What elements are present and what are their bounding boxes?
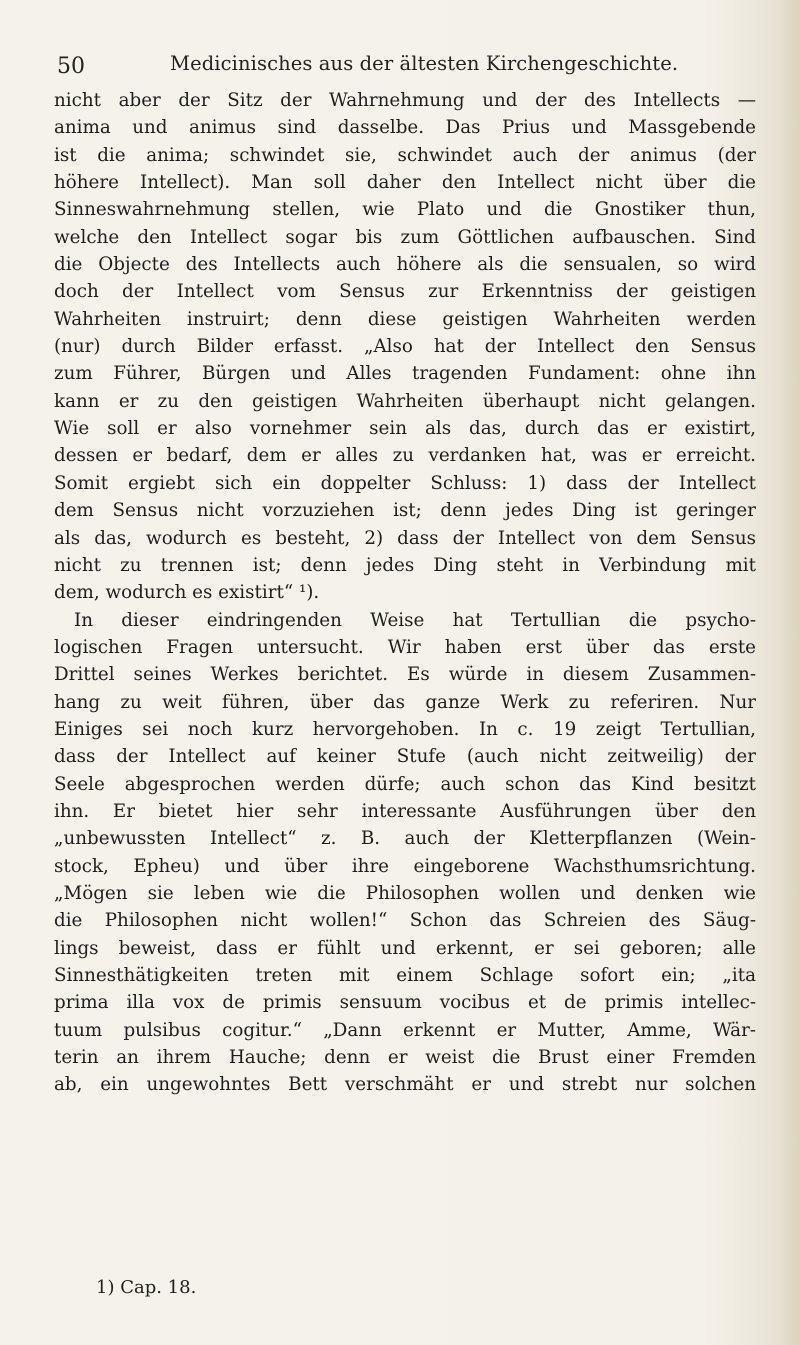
text-line: dem, wodurch es existirt“ ¹).: [54, 582, 320, 604]
paragraph-1: [54, 87, 756, 607]
text-line: die Objecte des Intellects auch höhere als die sensualen, so wird: [54, 254, 756, 276]
text-line: Drittel seines Werkes berichtet. Es würde in diesem Zusammen-: [54, 664, 756, 686]
text-line: ist die anima; schwindet sie, schwindet auch der animus (der: [54, 144, 756, 166]
text-line: kann er zu den geistigen Wahrheiten überhaupt nicht gelangen.: [54, 390, 756, 412]
text-line: zum Führer, Bürgen und Alles tragenden Fundament: ohne ihn: [54, 363, 756, 385]
text-line: stock, Epheu) und über ihre eingeborene Wachsthumsrichtung.: [54, 855, 756, 877]
text-line: Sinnesthätigkeiten treten mit einem Schlage sofort ein; „ita: [54, 965, 756, 986]
body-text: [54, 87, 756, 1099]
text-line: „unbewussten Intellect“ z. B. auch der Kletterpflanzen (Wein-: [54, 828, 756, 850]
text-line: logischen Fragen untersucht. Wir haben erst über das erste: [54, 636, 756, 658]
text-line: welche den Intellect sogar bis zum Göttlichen aufbauschen. Sind: [54, 226, 756, 248]
text-line: Wie soll er also vornehmer sein als das, durch das er existirt,: [54, 418, 756, 440]
text-line: dessen er bedarf, dem er alles zu verdanken hat, was er erreicht.: [54, 445, 756, 467]
paragraph-2: [54, 607, 756, 1099]
text-line: „Mögen sie leben wie die Philosophen wollen und denken wie: [54, 882, 756, 904]
page-number: 50: [57, 54, 85, 79]
text-line: prima illa vox de primis sensuum vocibus et de primis intellec-: [54, 992, 756, 1014]
text-line: Wahrheiten instruirt; denn diese geistigen Wahrheiten werden: [54, 308, 756, 330]
text-line: ab, ein ungewohntes Bett verschmäht er und strebt nur solchen: [54, 1074, 756, 1096]
text-line: höhere Intellect). Man soll daher den Intellect nicht über die: [54, 172, 756, 194]
page-header: [57, 52, 757, 82]
text-line: Somit ergiebt sich ein doppelter Schluss: 1) dass der Intellect: [54, 472, 756, 494]
text-line: dass der Intellect auf keiner Stufe (auch nicht zeitweilig) der: [54, 746, 756, 768]
text-line: tuum pulsibus cogitur.“ „Dann erkennt er Mutter, Amme, Wär-: [54, 1019, 756, 1041]
text-line: (nur) durch Bilder erfasst. „Also hat der Intellect den Sensus: [54, 336, 756, 358]
text-line: die Philosophen nicht wollen!“ Schon das Schreien des Säug-: [54, 910, 756, 932]
running-title: Medicinisches aus der ältesten Kirchengeschichte.: [170, 52, 679, 75]
text-line: nicht zu trennen ist; denn jedes Ding steht in Verbindung mit: [54, 554, 756, 576]
text-line: Sinneswahrnehmung stellen, wie Plato und die Gnostiker thun,: [54, 199, 756, 221]
text-line: dem Sensus nicht vorzuziehen ist; denn jedes Ding ist geringer: [54, 500, 756, 522]
text-line: anima und animus sind dasselbe. Das Prius und Massgebende: [54, 117, 756, 139]
text-line: doch der Intellect vom Sensus zur Erkenntniss der geistigen: [54, 281, 756, 303]
text-line: terin an ihrem Hauche; denn er weist die Brust einer Fremden: [54, 1047, 756, 1069]
text-line: als das, wodurch es besteht, 2) dass der Intellect von dem Sensus: [54, 527, 756, 549]
text-line: hang zu weit führen, über das ganze Werk zu referiren. Nur: [54, 691, 756, 713]
text-line: Einiges sei noch kurz hervorgehoben. In c. 19 zeigt Tertullian,: [54, 718, 756, 740]
text-line: nicht aber der Sitz der Wahrnehmung und der des Intellects —: [54, 90, 756, 111]
text-line: In dieser eindringenden Weise hat Tertullian die psycho-: [74, 609, 756, 631]
text-line: Seele abgesprochen werden dürfe; auch schon das Kind besitzt: [54, 773, 756, 795]
text-line: lings beweist, dass er fühlt und erkennt, er sei geboren; alle: [54, 937, 756, 959]
footnote: 1) Cap. 18.: [96, 1277, 197, 1298]
text-line: ihn. Er bietet hier sehr interessante Ausführungen über den: [54, 800, 756, 822]
page-edge-shadow: [778, 0, 800, 1345]
